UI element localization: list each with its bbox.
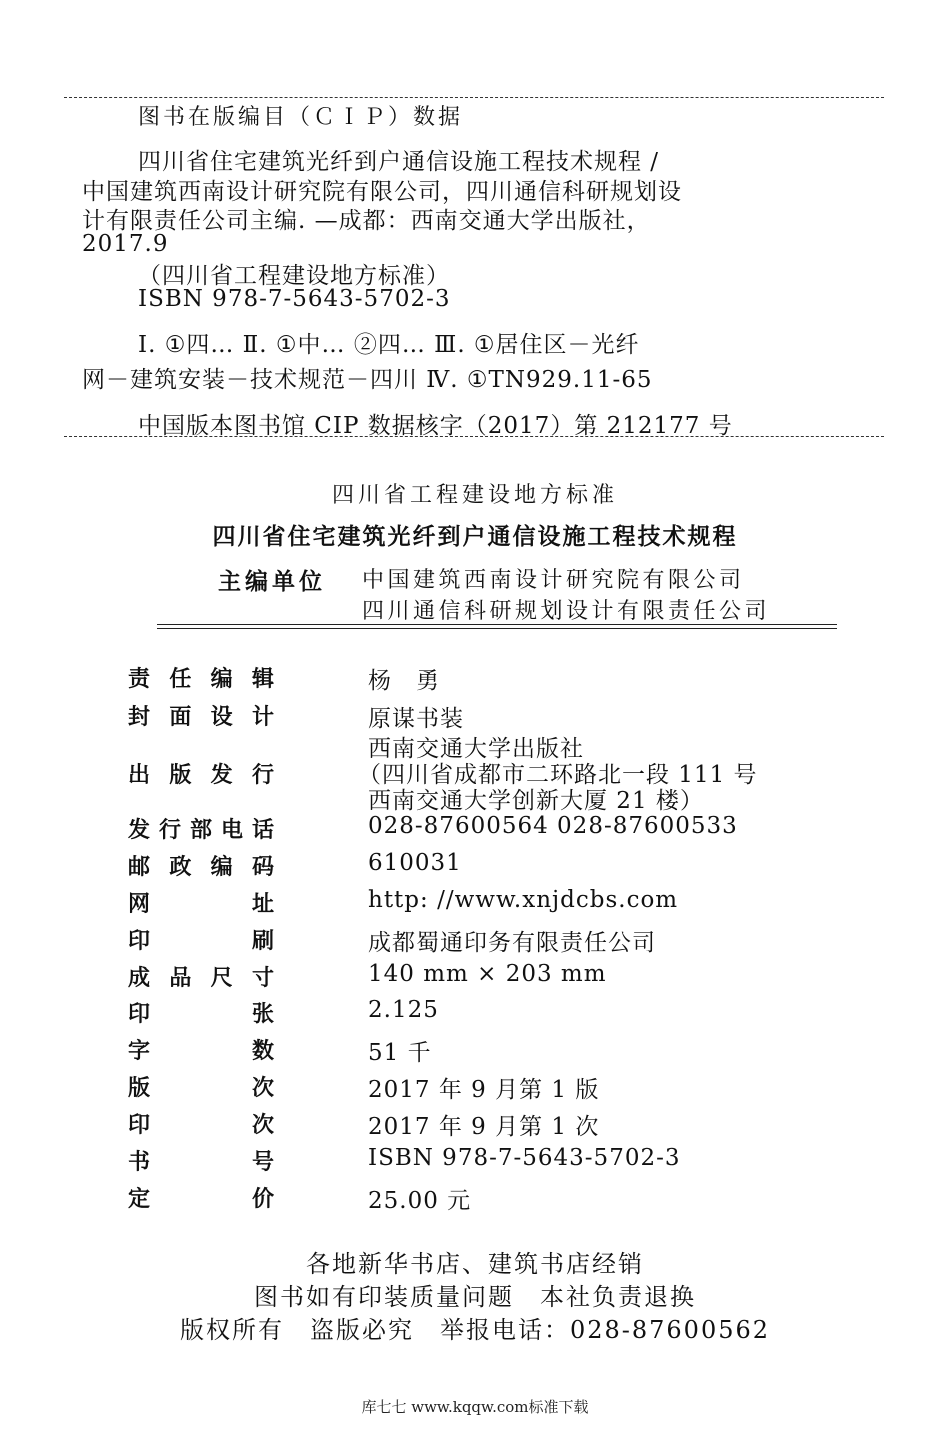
- info-label-printer: 印 刷: [128, 929, 274, 954]
- cip-line: 中国建筑西南设计研究院有限公司，四川通信科研规划设: [82, 179, 682, 205]
- info-value-price: 25.00 元: [368, 1188, 472, 1214]
- info-label-postcode: 邮 政 编 码: [128, 855, 274, 880]
- info-value-publisher-building: 西南交通大学创新大厦 21 楼）: [368, 788, 704, 814]
- info-value-publisher-address: （四川省成都市二环路北一段 111 号: [358, 762, 758, 788]
- info-value-edition: 2017 年 9 月第 1 版: [368, 1077, 600, 1103]
- cip-line: 2017.9: [82, 231, 169, 257]
- cip-line: 网－建筑安装－技术规范－四川 Ⅳ. ①TN929.11-65: [82, 367, 653, 393]
- info-label-sheets: 印 张: [128, 1002, 274, 1027]
- info-value-phone: 028-87600564 028-87600533: [368, 813, 738, 839]
- info-label-price: 定 价: [128, 1187, 274, 1212]
- cip-bottom-divider: [64, 436, 884, 437]
- info-value-printer: 成都蜀通印务有限责任公司: [368, 930, 656, 956]
- cip-line: Ⅰ. ①四… Ⅱ. ①中… ②四… Ⅲ. ①居住区－光纤: [138, 332, 640, 358]
- footer-returns: 图书如有印装质量问题 本社负责退换: [254, 1283, 696, 1311]
- info-value-editor-in-charge: 杨 勇: [368, 668, 440, 694]
- book-title: 四川省住宅建筑光纤到户通信设施工程技术规程: [212, 524, 738, 550]
- info-label-printing: 印 次: [128, 1113, 274, 1138]
- info-label-isbn: 书 号: [128, 1150, 274, 1175]
- double-rule-top: [157, 624, 837, 625]
- cip-top-divider: [64, 97, 884, 98]
- editor-label: 主编单位: [218, 569, 326, 595]
- cip-line: 计有限责任公司主编. —成都：西南交通大学出版社，: [82, 208, 651, 234]
- info-label-phone: 发 行 部 电 话: [128, 818, 274, 843]
- info-value-sheets: 2.125: [368, 997, 439, 1023]
- series-name: 四川省工程建设地方标准: [331, 483, 618, 508]
- footer-copyright: 版权所有 盗版必究 举报电话：028-87600562: [179, 1316, 771, 1344]
- cip-title: 图书在版编目（ＣＩＰ）数据: [138, 105, 464, 130]
- info-label-cover-design: 封 面 设 计: [128, 705, 274, 730]
- info-label-edition: 版 次: [128, 1076, 274, 1101]
- info-label-word-count: 字 数: [128, 1039, 274, 1064]
- info-label-editor-in-charge: 责 任 编 辑: [128, 667, 274, 692]
- info-value-size: 140 mm × 203 mm: [368, 961, 607, 987]
- info-label-size: 成 品 尺 寸: [128, 966, 274, 991]
- info-value-word-count: 51 千: [368, 1040, 432, 1066]
- cip-line: 中国版本图书馆 CIP 数据核字（2017）第 212177 号: [138, 413, 733, 439]
- info-value-printing: 2017 年 9 月第 1 次: [368, 1114, 600, 1140]
- watermark-text: 库七七 www.kqqw.com标准下载: [361, 1398, 589, 1416]
- info-label-website: 网 址: [128, 892, 274, 917]
- info-value-website[interactable]: http: //www.xnjdcbs.com: [368, 887, 679, 913]
- editor-unit: 中国建筑西南设计研究院有限公司: [362, 568, 745, 593]
- info-value-isbn: ISBN 978-7-5643-5702-3: [368, 1145, 681, 1171]
- cip-line: 四川省住宅建筑光纤到户通信设施工程技术规程 /: [138, 149, 660, 175]
- cip-line: ISBN 978-7-5643-5702-3: [138, 286, 451, 312]
- double-rule-bottom: [157, 628, 837, 629]
- info-value-publisher: 西南交通大学出版社: [368, 736, 584, 762]
- footer-distribution: 各地新华书店、建筑书店经销: [306, 1250, 644, 1278]
- info-value-cover-design: 原谋书装: [368, 706, 464, 732]
- info-value-postcode: 610031: [368, 850, 462, 876]
- cip-line: （四川省工程建设地方标准）: [138, 263, 450, 289]
- info-label-publisher: 出 版 发 行: [128, 763, 274, 788]
- editor-unit: 四川通信科研规划设计有限责任公司: [362, 599, 771, 624]
